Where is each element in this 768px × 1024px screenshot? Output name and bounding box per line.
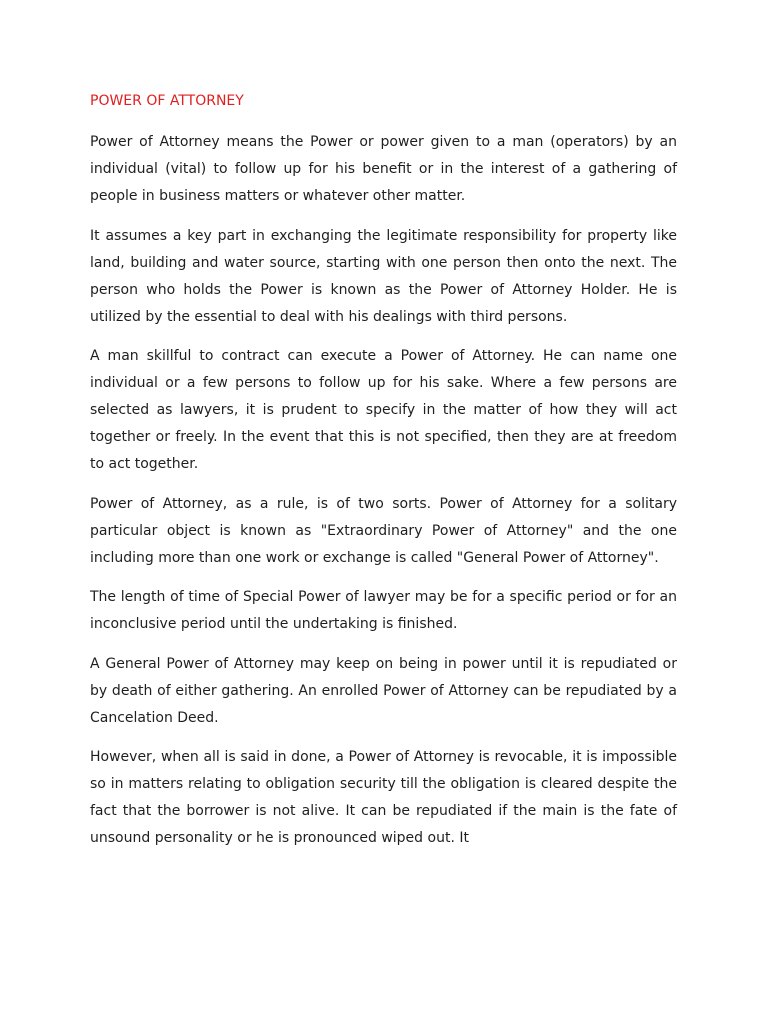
paragraph-3: A man skillful to contract can execute a Power of Attorney. He can name one individual or a few persons to follow up for his sake. Where a few persons are selected as lawyers, it is prudent to specify in the matter of how they will act together or freely. In the event that this is not specified, then they are at freedom to act together. xyxy=(90,348,677,472)
paragraph-7: However, when all is said in done, a Power of Attorney is revocable, it is impossible so in matters relating to obligation security till the obligation is cleared despite the fact that the borrower is not alive. It can be repudiated if the main is the fate of unsound personality or he is pronounced wiped out. It xyxy=(90,749,677,846)
document-body xyxy=(90,129,677,852)
paragraph-1: Power of Attorney means the Power or power given to a man (operators) by an individual (vital) to follow up for his benefit or in the interest of a gathering of people in business matters or whatever other matter. xyxy=(90,134,677,204)
paragraph-2: It assumes a key part in exchanging the legitimate responsibility for property like land, building and water source, starting with one person then onto the next. The person who holds the Power is known as the Power of Attorney Holder. He is utilized by the essential to deal with his dealings with third persons. xyxy=(90,227,677,325)
paragraph-5: The length of time of Special Power of lawyer may be for a specific period or for an inconclusive period until the undertaking is finished. xyxy=(90,589,677,632)
paragraph-4: Power of Attorney, as a rule, is of two sorts. Power of Attorney for a solitary particular object is known as "Extraordinary Power of Attorney" and the one including more than one work or exchange is called "General Power of Attorney". xyxy=(90,495,677,566)
paragraph-6: A General Power of Attorney may keep on being in power until it is repudiated or by death of either gathering. An enrolled Power of Attorney can be repudiated by a Cancelation Deed. xyxy=(90,655,677,726)
document-title: POWER OF ATTORNEY xyxy=(90,93,244,109)
